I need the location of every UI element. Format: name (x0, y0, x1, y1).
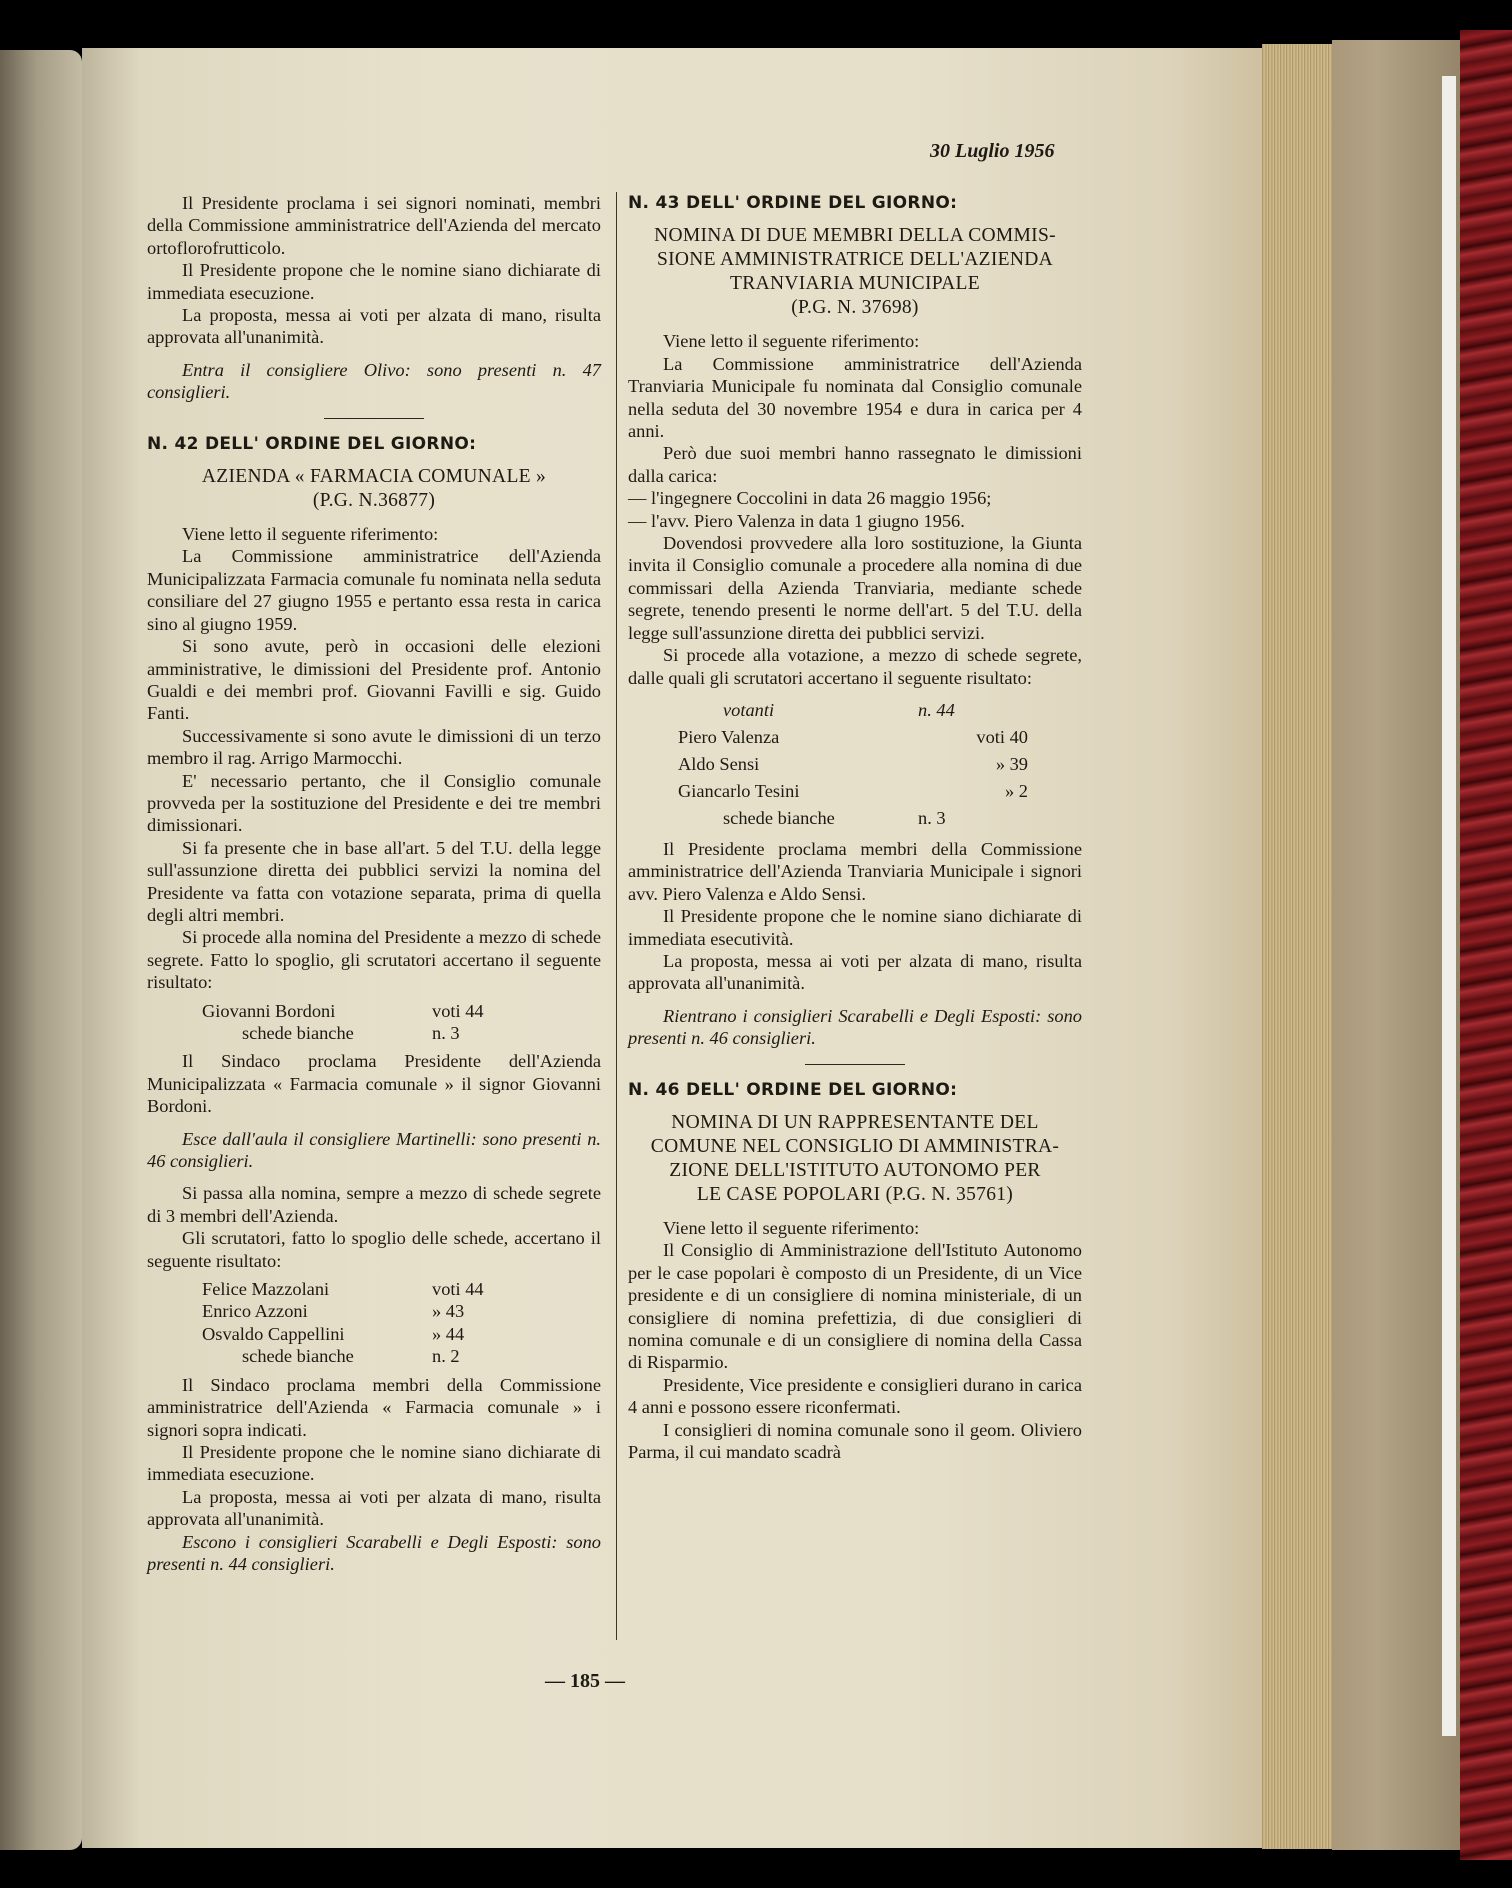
vote-row (202, 1300, 522, 1322)
paragraph: Viene letto il seguente riferimento: (663, 331, 920, 352)
paragraph: Si procede alla votazione, a mezzo di schede segrete, dalle quali gli scrutatori accertano il seguente risultato: (628, 645, 1082, 688)
paragraph: Il Presidente propone che le nomine siano dichiarate di immediata esecuzione. (147, 260, 601, 303)
title-line: AZIENDA « FARMACIA COMUNALE » (201, 466, 547, 488)
paragraph: Dovendosi provvedere alla loro sostituzione, la Giunta invita il Consiglio comunale a procedere alla nomina di due commissari della Azienda Tranviaria, mediante schede segrete, tenendo presenti le norme dell'art. 5 del T.U. della legge sull'assunzione diretta dei pubblici servizi. (628, 533, 1082, 643)
section-title-43 (628, 224, 1082, 320)
vote-name: Giancarlo Tesini (678, 780, 800, 801)
paragraph: Si procede alla nomina del Presidente a mezzo di schede segrete. Fatto lo spoglio, gli scrutatori accertano il seguente risultato: (147, 927, 601, 993)
vote-value: voti 44 (432, 1000, 484, 1021)
paragraph: Successivamente si sono avute le dimissioni di un terzo membro il rag. Arrigo Marmocchi. (147, 725, 601, 769)
paragraph: La Commissione amministratrice dell'Azienda Tranviaria Municipale fu nominata dal Consiglio comunale nella seduta del 30 novembre 1954 e dura in carica per 4 anni. (628, 353, 1082, 442)
title-line: ZIONE DELL'ISTITUTO AUTONOMO PER (669, 1159, 1041, 1181)
attendance-note: Esce dall'aula il consigliere Martinelli: sono presenti n. 46 consiglieri. (147, 1128, 601, 1172)
vote-value: voti 40 (976, 726, 1028, 747)
section-title-46 (628, 1111, 1082, 1207)
right-column (628, 192, 1082, 1463)
vote-name: Felice Mazzolani (202, 1279, 330, 1300)
paragraph: Presidente, Vice presidente e consiglieri durano in carica 4 anni e possono essere riconfermati. (628, 1374, 1082, 1418)
vote-row (678, 778, 1028, 805)
title-line: (P.G. N.36877) (312, 490, 436, 512)
vote-table-tranviaria (678, 697, 1028, 832)
section-rule (805, 1064, 905, 1065)
vote-name: schede bianche (242, 1023, 354, 1043)
page-block-edges (1262, 44, 1332, 1849)
title-line: NOMINA DI DUE MEMBRI DELLA COMMIS- (654, 225, 1056, 247)
paragraph: I consiglieri di nomina comunale sono il geom. Oliviero Parma, il cui mandato scadrà (628, 1419, 1082, 1463)
vote-value: » 44 (432, 1323, 465, 1344)
paragraph: Gli scrutatori, fatto lo spoglio delle schede, accertano il seguente risultato: (147, 1228, 601, 1271)
vote-name: Giovanni Bordoni (202, 1000, 336, 1021)
paragraph: Il Presidente proclama membri della Commissione amministratrice dell'Azienda Tranviaria Municipale i signori avv. Piero Valenza e Aldo Sensi. (628, 838, 1082, 904)
vote-row (202, 1022, 522, 1044)
previous-page-edge (0, 50, 82, 1850)
column-divider (616, 192, 617, 1640)
paragraph: Il Presidente propone che le nomine siano dichiarate di immediata esecutività. (628, 906, 1082, 949)
book-spine (1460, 30, 1512, 1860)
vote-row (678, 724, 1028, 751)
vote-name: Aldo Sensi (678, 753, 760, 774)
title-line: NOMINA DI UN RAPPRESENTANTE DEL (671, 1111, 1039, 1133)
paragraph: Si passa alla nomina, sempre a mezzo di schede segrete di 3 membri dell'Azienda. (147, 1183, 601, 1226)
vote-row (678, 697, 1028, 724)
vote-row (202, 1000, 522, 1022)
vote-value: » 2 (1005, 780, 1028, 801)
vote-table-president (202, 1000, 522, 1045)
page-number: — 185 — (545, 1670, 625, 1692)
vote-value: n. 44 (918, 699, 955, 720)
paragraph: La proposta, messa ai voti per alzata di mano, risulta approvata all'unanimità. (628, 950, 1082, 994)
paragraph: Il Sindaco proclama Presidente dell'Azienda Municipalizzata « Farmacia comunale » il signor Giovanni Bordoni. (147, 1051, 601, 1117)
title-line: LE CASE POPOLARI (P.G. N. 35761) (696, 1183, 1014, 1205)
vote-name: schede bianche (242, 1346, 354, 1367)
vote-value: » 43 (432, 1301, 465, 1322)
dash-item: — l'avv. Piero Valenza in data 1 giugno 1956. (628, 510, 965, 531)
vote-row (202, 1345, 522, 1367)
paragraph: Il Sindaco proclama membri della Commissione amministratrice dell'Azienda « Farmacia comunale » i signori sopra indicati. (147, 1374, 601, 1440)
paragraph: Si fa presente che in base all'art. 5 del T.U. della legge sull'assunzione diretta dei pubblici servizi la nomina del Presidente va fatta con votazione separata, prima di quella degli altri membri. (147, 837, 601, 925)
paragraph: Viene letto il seguente riferimento: (663, 1217, 920, 1238)
paragraph: Si sono avute, però in occasioni delle elezioni amministrative, le dimissioni del Presidente prof. Antonio Gualdi e dei membri prof. Giovanni Favilli e sig. Guido Fanti. (147, 636, 601, 724)
vote-name: Osvaldo Cappellini (202, 1323, 345, 1344)
vote-name: Enrico Azzoni (202, 1301, 308, 1322)
vote-table-members (202, 1278, 522, 1368)
title-line: (P.G. N. 37698) (791, 297, 919, 319)
paragraph: Però due suoi membri hanno rassegnato le dimissioni dalla carica: (628, 443, 1082, 486)
paragraph: Il Consiglio di Amministrazione dell'Istituto Autonomo per le case popolari è composto di un Presidente, di un Vice presidente e di un consigliere di nomina ministeriale, di un consigliere di nomina prefettizia, di due consiglieri di nomina comunale e di un consigliere di nomina della Cassa di Risparmio. (628, 1240, 1082, 1373)
vote-name: schede bianche (723, 807, 835, 828)
vote-value: » 39 (995, 753, 1028, 774)
section-heading-42: N. 42 DELL' ORDINE DEL GIORNO: (147, 433, 477, 454)
page-header-date: 30 Luglio 1956 (930, 140, 1055, 162)
paragraph: La proposta, messa ai voti per alzata di mano, risulta approvata all'unanimità. (147, 305, 601, 348)
vote-row (678, 751, 1028, 778)
vote-value: n. 2 (432, 1346, 460, 1367)
attendance-note: Escono i consiglieri Scarabelli e Degli Esposti: sono presenti n. 44 consiglieri. (147, 1531, 601, 1574)
vote-value: voti 44 (432, 1279, 484, 1300)
title-line: SIONE AMMINISTRATRICE DELL'AZIENDA (656, 249, 1054, 271)
paper-tab-marker (1442, 76, 1456, 1736)
section-heading-43: N. 43 DELL' ORDINE DEL GIORNO: (628, 193, 958, 213)
section-title-42 (147, 465, 601, 513)
attendance-note: Rientrano i consiglieri Scarabelli e Degli Esposti: sono presenti n. 46 consiglieri. (628, 1005, 1082, 1049)
paragraph: Il Presidente proclama i sei signori nominati, membri della Commissione amministratrice dell'Azienda del mercato ortoflorofrutticolo. (147, 193, 601, 258)
vote-name: votanti (723, 699, 775, 720)
paragraph: E' necessario pertanto, che il Consiglio comunale provveda per la sostituzione del Presidente e dei tre membri dimissionari. (147, 770, 601, 836)
paragraph: Viene letto il seguente riferimento: (182, 524, 439, 545)
section-heading-46: N. 46 DELL' ORDINE DEL GIORNO: (628, 1079, 958, 1100)
paragraph: La proposta, messa ai voti per alzata di mano, risulta approvata all'unanimità. (147, 1486, 601, 1530)
attendance-note: Entra il consigliere Olivo: sono presenti n. 47 consiglieri. (147, 359, 601, 403)
vote-value: n. 3 (432, 1023, 460, 1043)
vote-row (202, 1323, 522, 1345)
vote-row (202, 1278, 522, 1300)
title-line: TRANVIARIA MUNICIPALE (730, 273, 980, 295)
left-column (147, 192, 601, 1575)
paragraph: Il Presidente propone che le nomine siano dichiarate di immediata esecuzione. (147, 1441, 601, 1485)
section-rule (324, 418, 424, 419)
vote-name: Piero Valenza (678, 726, 780, 747)
vote-value: n. 3 (918, 807, 946, 828)
title-line: COMUNE NEL CONSIGLIO DI AMMINISTRA- (650, 1135, 1060, 1157)
dash-item: — l'ingegnere Coccolini in data 26 maggio 1956; (628, 488, 992, 509)
vote-row (678, 805, 1028, 832)
paragraph: La Commissione amministratrice dell'Azienda Municipalizzata Farmacia comunale fu nominata nella seduta consiliare del 27 giugno 1955 e pertanto essa resta in carica sino al giugno 1959. (147, 546, 601, 634)
